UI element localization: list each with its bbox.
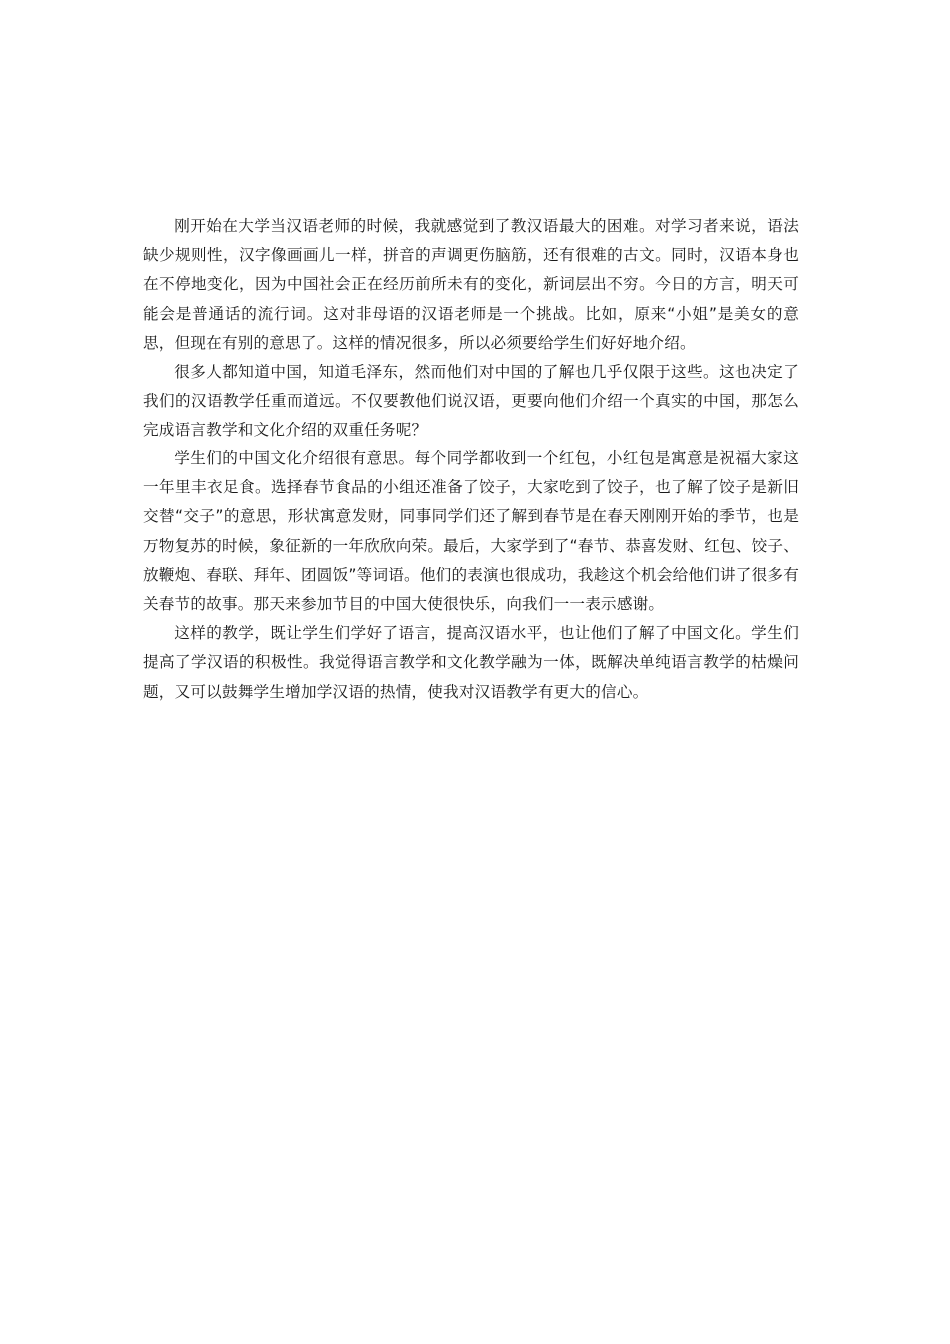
paragraph: 这样的教学，既让学生们学好了语言，提高汉语水平，也让他们了解了中国文化。学生们提高了学汉语的积极性。我觉得语言教学和文化教学融为一体，既解决单纯语言教学的枯燥问题，又可以鼓舞学生增加学汉语的热情，使我对汉语教学有更大的信心。 bbox=[143, 624, 799, 701]
text-section-1 bbox=[143, 212, 799, 446]
paragraph: 刚开始在大学当汉语老师的时候，我就感觉到了教汉语最大的困难。对学习者来说，语法缺少规则性，汉字像画画儿一样，拼音的声调更伤脑筋，还有很难的古文。同时，汉语本身也在不停地变化，因为中国社会正在经历前所未有的变化，新词层出不穷。今日的方言，明天可能会是普通话的流行词。这对非母语的汉语老师是一个挑战。比如，原来“小姐”是美女的意思，但现在有别的意思了。这样的情况很多，所以必须要给学生们好好地介绍。 bbox=[143, 217, 799, 352]
text-section-2 bbox=[143, 444, 799, 707]
paragraph: 很多人都知道中国，知道毛泽东，然而他们对中国的了解也几乎仅限于这些。这也决定了我们的汉语教学任重而道远。不仅要教他们说汉语，更要向他们介绍一个真实的中国，那怎么完成语言教学和文化介绍的双重任务呢？ bbox=[143, 363, 799, 440]
paragraph: 学生们的中国文化介绍很有意思。每个同学都收到一个红包，小红包是寓意是祝福大家这一年里丰衣足食。选择春节食品的小组还准备了饺子，大家吃到了饺子，也了解了饺子是新旧交替“交子”的意思，形状寓意发财，同事同学们还了解到春节是在春天刚刚开始的季节，也是万物复苏的时候，象征新的一年欣欣向荣。最后，大家学到了“春节、恭喜发财、红包、饺子、放鞭炮、春联、拜年、团圆饭”等词语。他们的表演也很成功，我趁这个机会给他们讲了很多有关春节的故事。那天来参加节目的中国大使很快乐，向我们一一表示感谢。 bbox=[143, 449, 799, 614]
